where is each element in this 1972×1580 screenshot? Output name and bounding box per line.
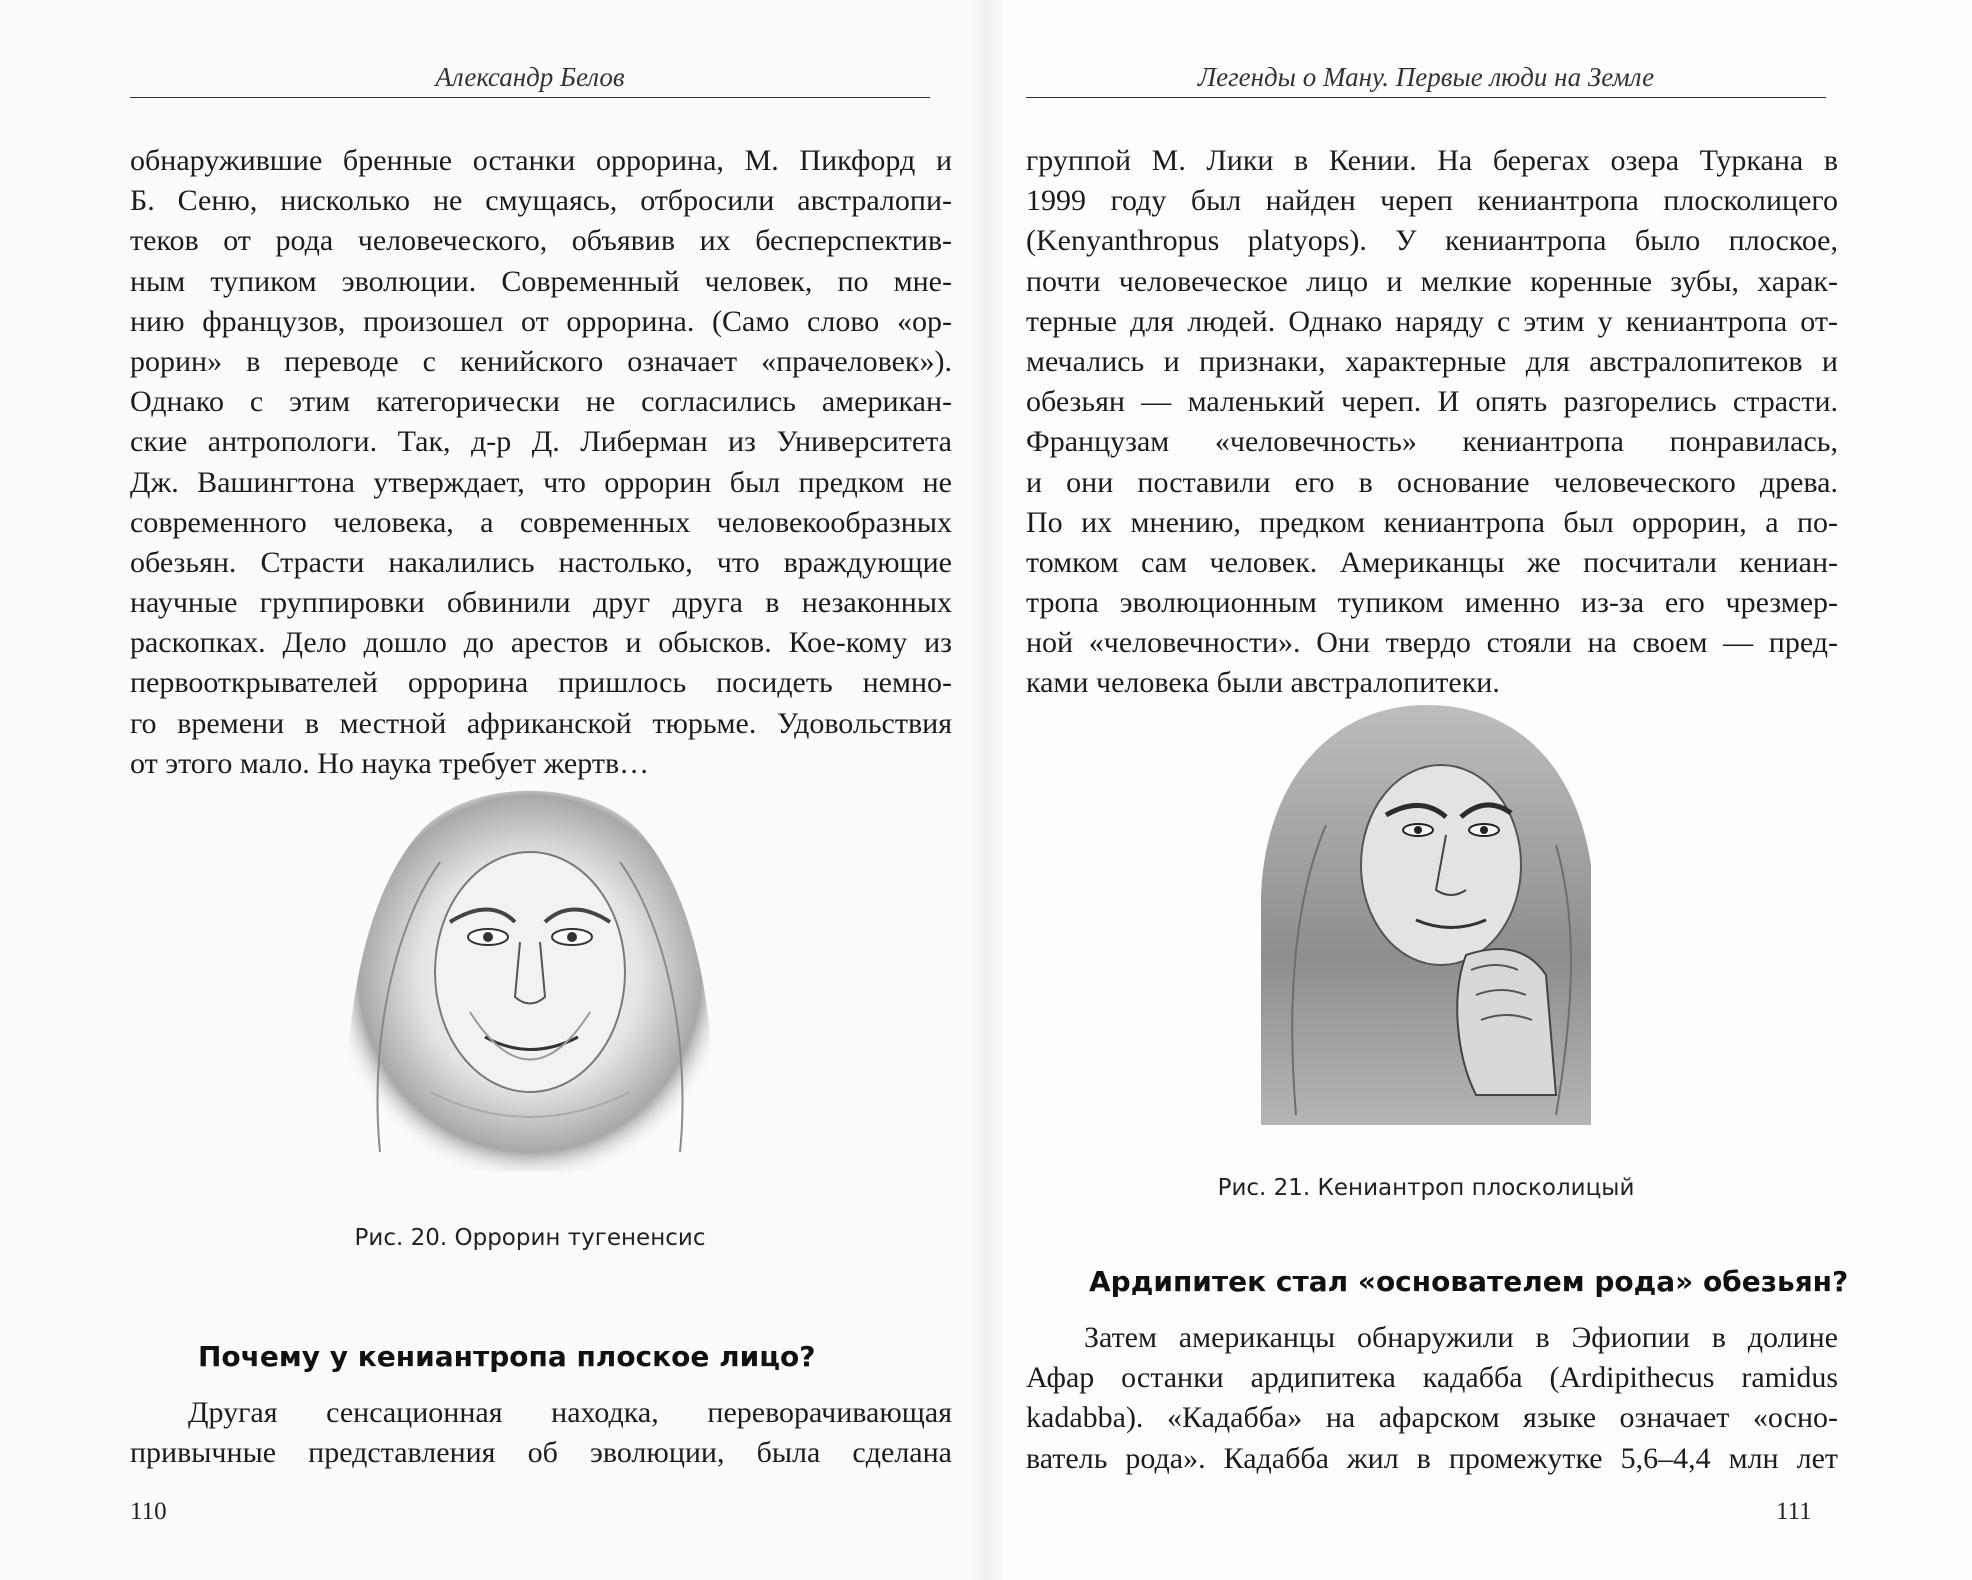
right-paragraph-2 [1026,1318,1838,1479]
text-line: и они поставили его в основание человеческого древа. [1026,465,1838,499]
right-page-number: 111 [1776,1498,1812,1525]
left-running-head: Александр Белов [435,62,625,92]
left-paragraph-2 [130,1393,952,1473]
text-line: Однако с этим категорически не согласились американ- [130,385,952,419]
text-line: Затем американцы обнаружили в Эфиопии в долине [1084,1321,1838,1354]
text-line: привычные представления об эволюции, была сделана [130,1436,952,1470]
text-line: (Kenyanthropus platyops). У кениантропа было плоское, [1026,224,1838,258]
text-line: научные группировки обвинили друг друга в незаконных [130,586,952,620]
text-line: По их мнению, предком кениантропа был оррорин, а по- [1026,505,1838,539]
right-paragraph-1 [1026,141,1838,704]
left-figure-caption: Рис. 20. Оррорин тугененсис [354,1225,706,1251]
text-line: обнаружившие бренные останки оррорина, М. Пикфорд и [130,144,952,177]
text-line: ские антропологи. Так, д-р Д. Либерман из Университета [130,425,952,459]
text-line: от этого мало. Но наука требует жертв… [130,746,650,780]
right-header-rule [1026,97,1826,98]
left-paragraph-1 [130,141,952,784]
left-page-number: 110 [130,1498,167,1525]
text-line: Дж. Вашингтона утверждает, что оррорин был предком не [130,465,952,499]
text-line: тропа эволюционным тупиком именно из-за его чрезмер- [1026,586,1838,620]
kenyanthropus-illustration [1256,695,1616,1125]
right-figure-caption: Рис. 21. Кениантроп плосколицый [1217,1175,1635,1201]
right-running-head: Легенды о Ману. Первые люди на Земле [1197,62,1655,92]
text-line: группой М. Лики в Кении. На берегах озера Туркана в [1026,144,1838,177]
text-line: теков от рода человеческого, объявив их бесперспектив- [130,224,952,258]
text-line: ками человека были австралопитеки. [1026,666,1500,700]
text-line: современного человека, а современных человекообразных [130,505,952,539]
text-line: 1999 году был найден череп кениантропа плосколицего [1026,184,1838,218]
text-line: ным тупиком эволюции. Современный человек, по мне- [130,264,952,298]
right-page [986,0,1972,1580]
text-line: Б. Сеню, нисколько не смущаясь, отбросили австралопи- [130,184,952,218]
text-line: Французам «человечность» кениантропа понравилась, [1026,425,1838,459]
left-header-rule [130,97,930,98]
text-line: нию французов, произошел от оррорина. (Само слово «ор- [130,304,952,338]
right-section-heading: Ардипитек стал «основателем рода» обезьян? [1089,1265,1849,1298]
orrorin-illustration [310,772,750,1192]
text-line: рорин» в переводе с кенийского означает «прачеловек»). [130,344,952,378]
text-line: раскопках. Дело дошло до арестов и обысков. Кое-кому из [130,626,952,660]
text-line: обезьян. Страсти накалились настолько, что враждующие [130,545,952,579]
text-line: обезьян — маленький череп. И опять разгорелись страсти. [1026,385,1838,419]
text-line: го времени в местной африканской тюрьме. Удовольствия [130,706,952,740]
text-line: Афар останки ардипитека кадабба (Ardipithecus ramidus [1026,1361,1838,1395]
text-line: почти человеческое лицо и мелкие коренные зубы, харак- [1026,264,1838,298]
text-line: Другая сенсационная находка, переворачивающая [188,1396,952,1429]
text-line: первооткрывателей оррорина пришлось посидеть немно- [130,666,952,700]
text-line: томком сам человек. Американцы же посчитали кениан- [1026,545,1838,579]
text-line: kadabba). «Кадабба» на афарском языке означает «осно- [1026,1401,1838,1435]
text-line: ватель рода». Кадабба жил в промежутке 5,6–4,4 млн лет [1026,1441,1838,1475]
text-line: терные для людей. Однако наряду с этим у кениантропа от- [1026,304,1838,338]
text-line: ной «человечности». Они твердо стояли на своем — пред- [1026,626,1838,660]
left-section-heading: Почему у кениантропа плоское лицо? [198,1340,816,1373]
text-line: мечались и признаки, характерные для австралопитеков и [1026,344,1838,378]
